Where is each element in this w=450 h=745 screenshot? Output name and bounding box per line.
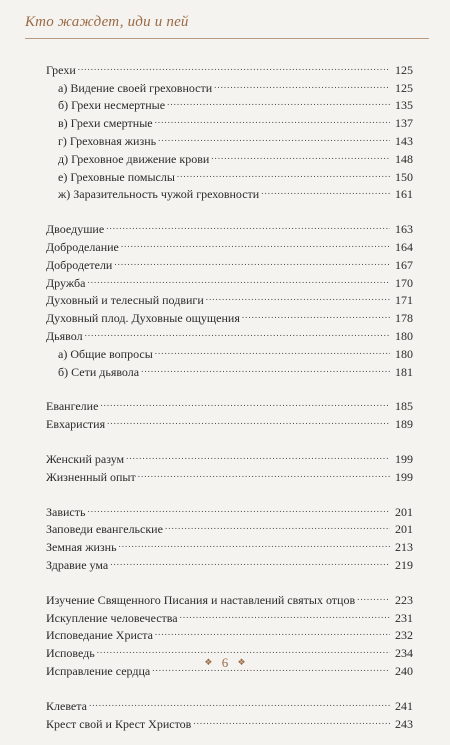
toc-entry bbox=[46, 445, 413, 466]
dot-leader bbox=[87, 269, 390, 287]
entry-title: Искупление человечества bbox=[46, 610, 178, 625]
entry-title: Заповеди евангельские bbox=[46, 522, 163, 537]
entry-title: ж) Заразительность чужой греховности bbox=[58, 187, 260, 202]
entry-title: Земная жизнь bbox=[46, 540, 117, 555]
entry-page-number: 135 bbox=[395, 98, 413, 113]
entry-page-number: 201 bbox=[395, 504, 413, 519]
entry-title: Евхаристия bbox=[46, 417, 106, 432]
entry-title: г) Греховная жизнь bbox=[58, 133, 157, 148]
entry-title: Двоедушие bbox=[46, 222, 105, 237]
header-divider bbox=[25, 38, 429, 39]
entry-page-number: 150 bbox=[395, 169, 413, 184]
entry-page-number: 161 bbox=[395, 187, 413, 202]
dot-leader bbox=[78, 56, 390, 74]
table-of-contents bbox=[46, 56, 413, 745]
toc-group bbox=[46, 56, 413, 202]
dot-leader bbox=[180, 604, 390, 622]
entry-title: Изучение Священного Писания и наставлений святых отцов bbox=[46, 592, 356, 607]
entry-page-number: 180 bbox=[395, 346, 413, 361]
entry-title: б) Сети дьявола bbox=[58, 364, 140, 379]
entry-page-number: 199 bbox=[395, 451, 413, 466]
entry-page-number: 201 bbox=[395, 522, 413, 537]
dot-leader bbox=[119, 533, 390, 551]
dot-leader bbox=[155, 109, 390, 127]
entry-page-number: 143 bbox=[395, 133, 413, 148]
entry-title: Здравие ума bbox=[46, 557, 109, 572]
entry-title: Доброделание bbox=[46, 239, 119, 254]
entry-page-number: 164 bbox=[395, 239, 413, 254]
entry-title: Духовный плод. Духовные ощущения bbox=[46, 311, 240, 326]
entry-page-number: 148 bbox=[395, 151, 413, 166]
dot-leader bbox=[100, 393, 390, 411]
ornament-right-icon: ❖ bbox=[237, 657, 246, 667]
dot-leader bbox=[211, 145, 390, 163]
toc-entry bbox=[46, 410, 413, 432]
entry-title: б) Грехи несмертные bbox=[58, 98, 166, 113]
entry-title: Зависть bbox=[46, 504, 86, 519]
dot-leader bbox=[126, 445, 390, 463]
entry-page-number: 125 bbox=[395, 62, 413, 77]
page-header bbox=[0, 0, 450, 40]
dot-leader bbox=[114, 251, 390, 269]
dot-leader bbox=[89, 692, 390, 710]
entry-page-number: 178 bbox=[395, 311, 413, 326]
toc-entry bbox=[46, 269, 413, 290]
entry-title: Исправление сердца bbox=[46, 663, 151, 678]
toc-entry bbox=[46, 710, 413, 731]
dot-leader bbox=[242, 304, 390, 322]
dot-leader bbox=[121, 233, 390, 251]
dot-leader bbox=[141, 358, 390, 376]
dot-leader bbox=[158, 127, 390, 145]
dot-leader bbox=[85, 322, 390, 340]
entry-title: Грехи bbox=[46, 62, 76, 77]
toc-group bbox=[46, 498, 413, 572]
entry-page-number: 240 bbox=[395, 663, 413, 678]
dot-leader bbox=[87, 498, 390, 516]
entry-title: е) Греховные помыслы bbox=[58, 169, 175, 184]
entry-page-number: 167 bbox=[395, 257, 413, 272]
entry-page-number: 125 bbox=[395, 80, 413, 95]
dot-leader bbox=[165, 516, 390, 534]
entry-page-number: 189 bbox=[395, 417, 413, 432]
entry-title: Евангелие bbox=[46, 399, 99, 414]
entry-title: а) Видение своей греховности bbox=[58, 80, 213, 95]
entry-page-number: 180 bbox=[395, 328, 413, 343]
dot-leader bbox=[214, 74, 390, 92]
dot-leader bbox=[261, 181, 390, 199]
entry-page-number: 243 bbox=[395, 716, 413, 731]
entry-title: Добродетели bbox=[46, 257, 113, 272]
dot-leader bbox=[138, 463, 390, 481]
toc-subentry bbox=[46, 340, 413, 361]
entry-page-number: 199 bbox=[395, 469, 413, 484]
entry-page-number: 181 bbox=[395, 364, 413, 379]
toc-group bbox=[46, 692, 413, 731]
toc-entry bbox=[46, 498, 413, 519]
entry-page-number: 163 bbox=[395, 222, 413, 237]
entry-title: Крест свой и Крест Христов bbox=[46, 716, 192, 731]
entry-page-number: 219 bbox=[395, 557, 413, 572]
entry-title: в) Грехи смертные bbox=[58, 116, 153, 131]
entry-page-number: 231 bbox=[395, 610, 413, 625]
entry-title: Жизненный опыт bbox=[46, 469, 136, 484]
toc-entry bbox=[46, 586, 413, 607]
entry-title: Дружба bbox=[46, 275, 86, 290]
entry-title: Дьявол bbox=[46, 328, 83, 343]
dot-leader bbox=[167, 92, 390, 110]
entry-page-number: 241 bbox=[395, 698, 413, 713]
dot-leader bbox=[155, 340, 390, 358]
entry-title: Исповедание Христа bbox=[46, 628, 153, 643]
entry-page-number: 137 bbox=[395, 116, 413, 131]
entry-page-number: 171 bbox=[395, 293, 413, 308]
page-number: 6 bbox=[221, 655, 229, 670]
toc-entry bbox=[46, 393, 413, 414]
dot-leader bbox=[177, 163, 390, 181]
running-title: Кто жаждет, иди и пей bbox=[25, 14, 189, 30]
entry-page-number: 223 bbox=[395, 592, 413, 607]
dot-leader bbox=[106, 215, 390, 233]
toc-group bbox=[46, 393, 413, 432]
dot-leader bbox=[206, 287, 390, 305]
dot-leader bbox=[357, 586, 390, 604]
toc-entry bbox=[46, 287, 413, 308]
entry-title: Женский разум bbox=[46, 451, 125, 466]
page-footer bbox=[0, 655, 450, 671]
toc-entry bbox=[46, 215, 413, 237]
ornament-left-icon: ❖ bbox=[204, 657, 213, 667]
entry-title: а) Общие вопросы bbox=[58, 346, 153, 361]
entry-title: Исповедь bbox=[46, 646, 95, 661]
entry-page-number: 232 bbox=[395, 628, 413, 643]
entry-title: д) Греховное движение крови bbox=[58, 151, 210, 166]
toc-group bbox=[46, 215, 413, 379]
toc-entry bbox=[46, 516, 413, 537]
entry-page-number: 170 bbox=[395, 275, 413, 290]
entry-page-number: 185 bbox=[395, 399, 413, 414]
entry-page-number: 213 bbox=[395, 540, 413, 555]
dot-leader bbox=[110, 551, 390, 569]
toc-entry bbox=[46, 322, 413, 343]
toc-group bbox=[46, 445, 413, 484]
toc-subentry bbox=[46, 74, 413, 95]
entry-title: Клевета bbox=[46, 698, 87, 713]
toc-entry bbox=[46, 692, 413, 713]
dot-leader bbox=[193, 710, 390, 728]
entry-title: Духовный и телесный подвиги bbox=[46, 293, 204, 308]
dot-leader bbox=[155, 622, 390, 640]
entry-page-number: 234 bbox=[395, 646, 413, 661]
dot-leader bbox=[107, 410, 390, 428]
toc-entry bbox=[46, 56, 413, 77]
